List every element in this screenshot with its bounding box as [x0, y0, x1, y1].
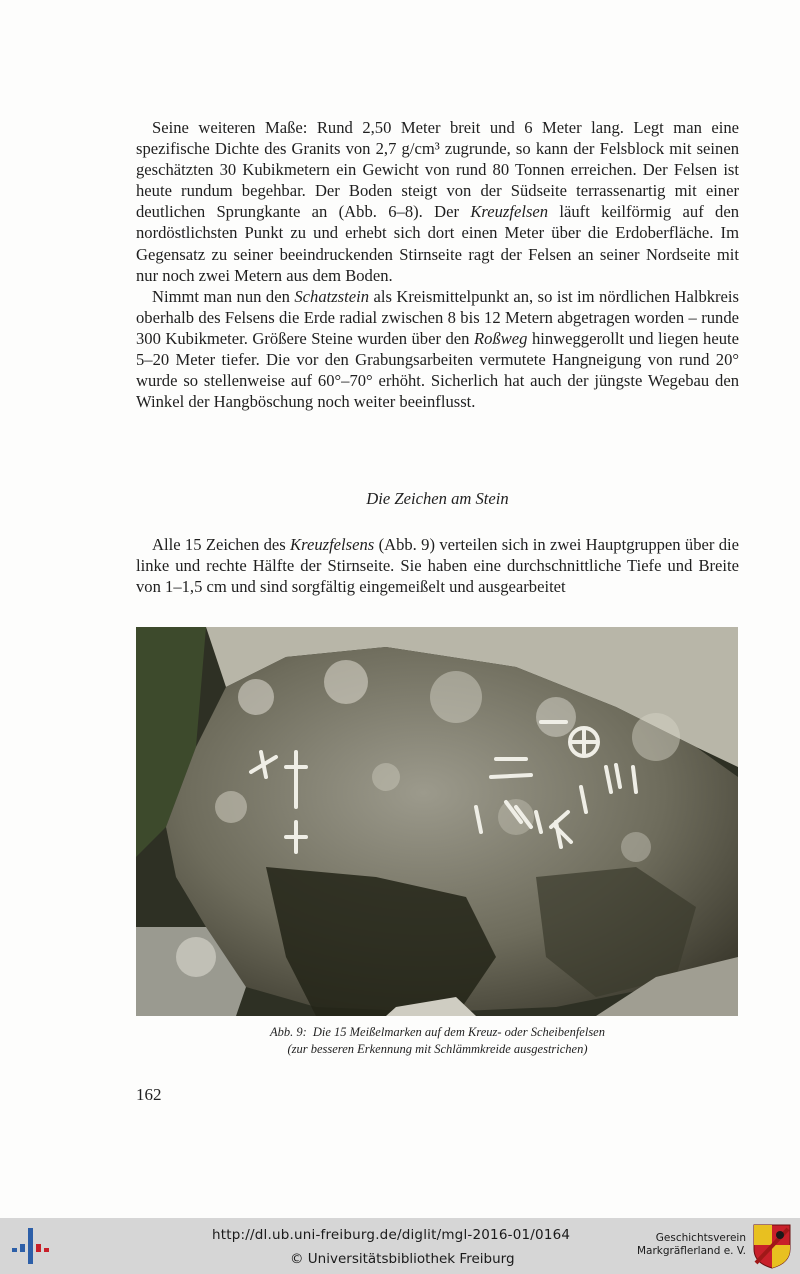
paragraph: Alle 15 Zeichen des Kreuzfelsens (Abb. 9) verteilen sich in zwei Hauptgruppen über die linke und rechte Hälfte der Stirnseite. Sie haben eine durchschnittliche Tiefe und Breite von 1–1,5 cm und sind sorgfältig eingemeißelt und ausgearbeitet	[136, 535, 739, 597]
paragraph: Nimmt man nun den Schatzstein als Kreismittelpunkt an, so ist im nördlichen Halbkreis oberhalb des Felsens die Erde radial zwischen 8 bis 12 Metern abgetragen worden – runde 300 Kubikmeter. Größere Steine wurden über den Roßweg hinweggerollt und liegen heute 5–20 Meter tiefer. Die vor den Grabungsarbeiten vermutete Hangneigung von rund 20° wurde so stellenweise auf 60°–70° erhöht. Sicherlich hat auch der jüngste Wegebau den Winkel der Hangböschung noch weiter beeinflusst.	[136, 286, 739, 412]
figure-caption	[136, 1024, 739, 1057]
page-number: 162	[136, 1085, 162, 1104]
caption-line-1: Abb. 9: Die 15 Meißelmarken auf dem Kreuz- oder Scheibenfelsen	[270, 1025, 605, 1039]
figure-label: Abb. 9:	[270, 1025, 307, 1039]
caption-line-2: (zur besseren Erkennung mit Schlämmkreide ausgestrichen)	[287, 1041, 588, 1056]
ub-freiburg-logo-icon	[12, 1226, 52, 1266]
paragraph: Seine weiteren Maße: Rund 2,50 Meter breit und 6 Meter lang. Legt man eine spezifische Dichte des Granits von 2,7 g/cm³ zugrunde, so kann der Felsblock mit seinen geschätzten 30 Kubikmetern ein Gewicht von rund 80 Tonnen erreichen. Der Felsen ist heute rundum begehbar. Der Boden steigt von der Südseite terrassenartig mit einer deutlichen Sprungkante an (Abb. 6–8). Der Kreuzfelsen läuft keilförmig auf den nordöstlichsten Punkt zu und erhebt sich dort einen Meter über die Erdoberfläche. Im Gegensatz zu seiner beeindruckenden Stirnseite ragt der Felsen an seiner Nordseite mit nur noch zwei Metern aus dem Boden.	[136, 118, 740, 285]
body-text-top	[136, 117, 739, 412]
section-heading: Die Zeichen am Stein	[366, 489, 509, 508]
document-url-link[interactable]: http://dl.ub.uni-freiburg.de/diglit/mgl-2016-01/0164	[212, 1227, 571, 1243]
body-text-bottom	[136, 534, 739, 597]
rock-with-chisel-marks-image	[136, 627, 738, 1016]
society-name: Geschichtsverein Markgräflerland e. V.	[636, 1232, 746, 1257]
coat-of-arms-icon	[752, 1223, 792, 1269]
footer-bar	[0, 1218, 800, 1274]
copyright-notice: © Universitätsbibliothek Freiburg	[290, 1251, 515, 1267]
rock-photograph	[136, 627, 738, 1016]
